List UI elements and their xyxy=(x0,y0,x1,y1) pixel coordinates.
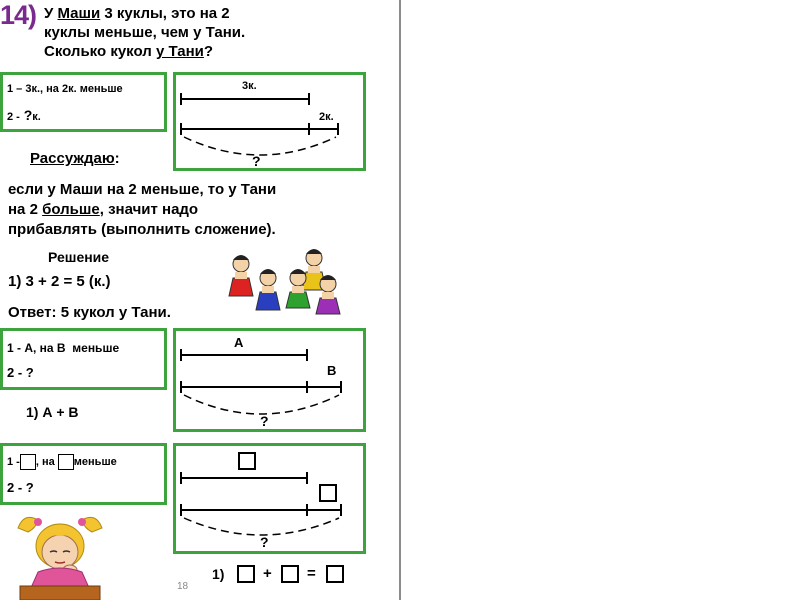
short-record-box-1 xyxy=(0,72,167,132)
reasoning-line-1: если у Маши на 2 меньше, то у Тани xyxy=(8,181,277,198)
empty-box-a-icon xyxy=(20,454,36,470)
reasoning-line-2-post: , значит надо xyxy=(99,201,199,218)
reasoning-line-2-pre: на 2 xyxy=(8,201,43,218)
task-number: 14) xyxy=(0,0,37,30)
formula-3-box-2-icon xyxy=(281,565,299,583)
short-record-box-3 xyxy=(0,443,167,505)
row-2-number: 2 - xyxy=(7,111,20,123)
diagram-3-question: ? xyxy=(260,534,269,550)
short-record-box-2 xyxy=(0,328,167,390)
segment-diagram-1 xyxy=(176,75,363,168)
diagram-2-question: ? xyxy=(260,413,269,429)
page-number: 18 xyxy=(177,581,189,592)
reasoning-text xyxy=(8,180,378,240)
task-text xyxy=(44,4,344,61)
formula-3-equals: = xyxy=(307,565,316,582)
short-record-1-row-1: 1 – 3к., на 2к. меньше xyxy=(7,83,123,95)
reasoning-heading xyxy=(30,150,120,167)
row-1-on: , на xyxy=(35,455,55,468)
diagram-3-empty-box-right-icon xyxy=(319,484,337,502)
reasoning-colon: : xyxy=(114,150,120,167)
formula-3-plus: + xyxy=(263,565,272,582)
reasoning-title: Рассуждаю xyxy=(30,150,115,167)
formula-3-box-3-icon xyxy=(326,565,344,583)
doll-red xyxy=(229,255,253,296)
diagram-1-question: ? xyxy=(252,153,261,169)
row-1-less: меньше xyxy=(73,455,117,468)
segment-diagram-box-3 xyxy=(173,443,366,554)
task-line-3-pre: Сколько кукол xyxy=(44,43,156,60)
segment-diagram-box-1 xyxy=(173,72,366,171)
doll-blue xyxy=(256,269,280,310)
short-record-1-row-2 xyxy=(7,107,41,123)
task-line-1 xyxy=(44,4,344,23)
segment-diagram-2 xyxy=(176,331,363,429)
empty-box-b-icon xyxy=(58,454,74,470)
solution-title: Решение xyxy=(48,249,110,265)
reasoning-line-3: прибавлять (выполнить сложение). xyxy=(8,221,276,238)
solution-answer: Ответ: 5 кукол у Тани. xyxy=(8,304,171,321)
solution-step: 1) 3 + 2 = 5 (к.) xyxy=(8,273,111,290)
task-name-masha: Маши xyxy=(57,5,101,22)
diagram-3-empty-box-top-icon xyxy=(238,452,256,470)
task-line-1-pre: У xyxy=(44,5,58,22)
diagram-1-right-label: 2к. xyxy=(319,111,334,123)
row-2-unit: к. xyxy=(32,111,41,123)
task-line-3-post: ? xyxy=(203,43,214,60)
task-line-2: куклы меньше, чем у Тани. xyxy=(44,24,246,41)
formula-3-box-1-icon xyxy=(237,565,255,583)
task-name-tanya: у Тани xyxy=(155,43,204,60)
diagram-2-top-label: А xyxy=(234,335,244,350)
formula-2: 1) А + В xyxy=(26,404,79,420)
page-divider xyxy=(399,0,401,600)
short-record-2-row-1: 1 - А, на В меньше xyxy=(7,341,120,355)
task-line-1-post: 3 куклы, это на 2 xyxy=(100,5,230,22)
dolls-illustration xyxy=(224,248,349,318)
formula-3-prefix: 1) xyxy=(212,566,225,582)
reasoning-line-2 xyxy=(8,200,378,220)
diagram-1-top-label: 3к. xyxy=(242,80,257,92)
reasoning-more: больше xyxy=(42,201,100,218)
short-record-3-row-1 xyxy=(7,454,117,470)
segment-diagram-box-2 xyxy=(173,328,366,432)
row-2-question: ? xyxy=(19,107,33,123)
task-line-3 xyxy=(44,42,344,61)
short-record-3-row-2: 2 - ? xyxy=(7,480,34,495)
diagram-2-right-label: В xyxy=(327,363,337,378)
row-1-number: 1 - xyxy=(7,455,20,468)
thinking-girl-illustration xyxy=(10,510,110,600)
short-record-2-row-2: 2 - ? xyxy=(7,365,34,380)
